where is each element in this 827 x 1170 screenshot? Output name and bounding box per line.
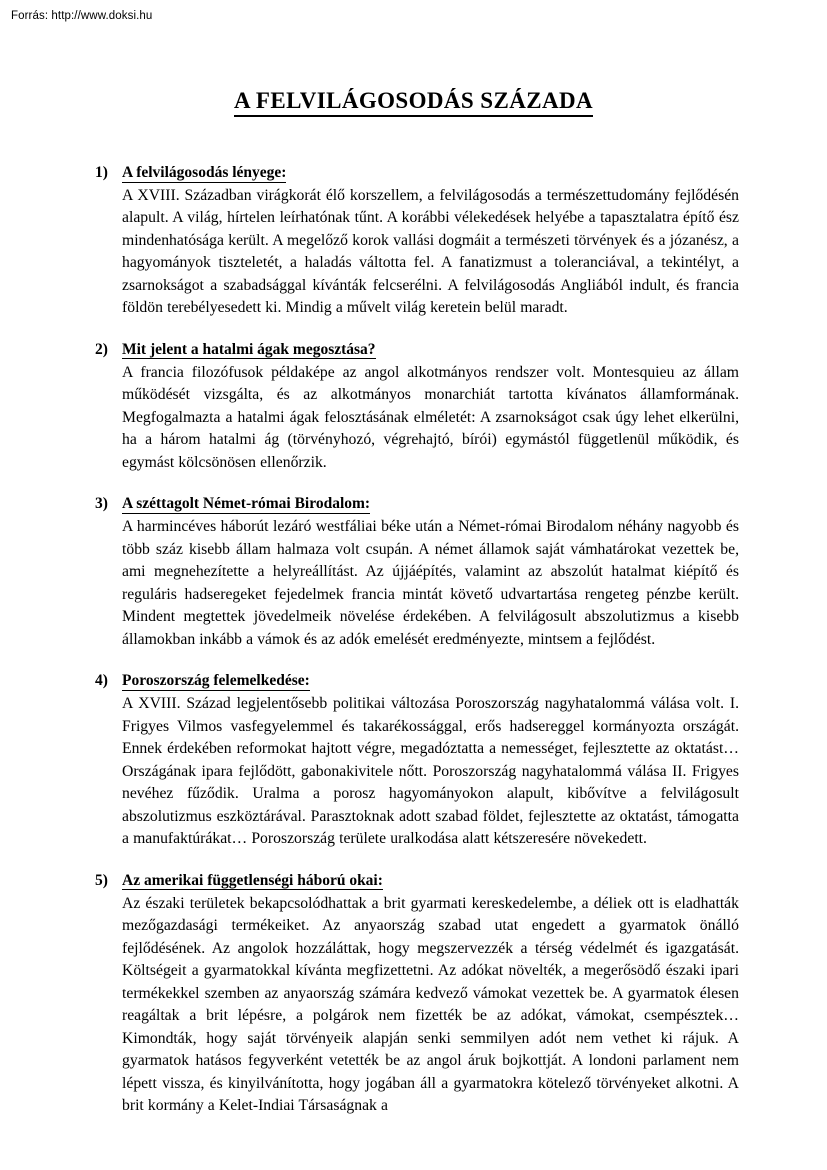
section-item [88,164,739,320]
section-heading [122,164,739,182]
section-paragraph: A harmincéves háborút lezáró westfáliai béke után a Német-római Birodalom néhány nagyobb és több száz kisebb állam halmaza volt csupán. A német államok saját vámhatárokat vezettek be, ami megnehezítette a helyreállítást. Az újjáépítés, valamint az abszolút hatalmat kiépítő és reguláris hadseregeket fejedelmek francia mintát követő udvartartása rengeteg pénzbe került. Mindent megtettek jövedelmeik növelése érdekében. A felvilágosult abszolutizmus a kisebb államokban inkább a vámok és az adók emelését eredményezte, mintsem a fejlődést. [122,518,739,648]
section-heading-row [88,495,739,515]
page-title-text: A FELVILÁGOSODÁS SZÁZADA [234,88,593,117]
section-paragraph: A XVIII. Század legjelentősebb politikai változása Poroszország nagyhatalommá válása volt. I. Frigyes Vilmos vasfegyelemmel és takarékossággal, erős hadsereggel kormányozta országát. Ennek érdekében reformokat hajtott végre, megadóztatta a nemességet, fejlesztette az oktatást… Országának ipara fejlődött, gabonakivitele nőtt. Poroszország nagyhatalommá válása II. Frigyes nevéhez fűződik. Uralma a porosz hagyományokon alapult, kibővítve a felvilágosult abszolutizmus eszköztárával. Parasztoknak adott szabad földet, fejlesztette az oktatást, támogatta a manufaktúrákat… Poroszország területe uralkodása alatt kétszeresére növekedett. [122,695,739,848]
section-heading-row [88,164,739,184]
section-item [88,872,739,1118]
section-body [122,893,739,1118]
section-number: 2) [95,340,108,358]
section-heading [122,341,739,359]
section-body [122,693,739,850]
section-heading-text: A széttagolt Német-római Birodalom: [122,495,371,513]
section-item [88,495,739,651]
section-paragraph: A XVIII. Században virágkorát élő korszellem, a felvilágosodás a természettudomány fejlődésén alapult. A világ, hírtelen leírhatónak tűnt. A korábbi vélekedések helyébe a tapasztalatra építő ész mindenhatósága került. A megelőző korok vallási dogmáit a természeti törvények és a józanész, a hagyományok tiszteletét, a haladás váltotta fel. A fanatizmust a toleranciával, a tekintélyt, a zsarnokságot a szabadsággal kívánták felcserélni. A felvilágosodás Angliából indult, és francia földön terebélyesedett ki. Mindig a művelt világ keretein belül maradt. [122,187,739,317]
section-body [122,516,739,651]
section-number: 1) [95,164,108,181]
document-body [88,88,739,1117]
section-item [88,672,739,850]
section-heading [122,872,739,890]
page-title [88,88,739,119]
section-heading-row [88,341,739,361]
section-body [122,362,739,474]
section-heading-row [88,672,739,692]
section-heading [122,672,739,690]
section-heading-text: Poroszország felemelkedése: [122,672,310,690]
section-heading [122,495,739,513]
section-number: 5) [95,871,108,889]
section-number: 3) [95,495,108,513]
section-body [122,185,739,320]
section-paragraph: Az északi területek bekapcsolódhattak a brit gyarmati kereskedelembe, a déliek ott is eladhatták mezőgazdasági termékeiket. Az anyaország szabad utat engedett a gyarmatok önálló fejlődésének. Az angolok hozzáláttak, hogy megszervezzék a térség védelmét és igazgatását. Költségeit a gyarmatokkal kívánta megfizettetni. Az adókat növelték, a megerősödő északi ipari termékekkel szemben az anyaország számára kedvező vámokat vezettek be. A gyarmatok élesen reagáltak a brit lépésre, a polgárok nem fizették be az adókat, vámokat, csempésztek… Kimondták, hogy saját törvényeik alapján senki semmilyen adót nem vethet ki rájuk. A gyarmatok hatásos fegyverként vetették be az angol áruk bojkottját. A londoni parlament nem lépett vissza, és kinyilvánította, hogy jogában áll a gyarmatokra kötelező törvényeket alkotni. A brit kormány a Kelet-Indiai Társaságnak a [122,894,739,1114]
section-heading-text: A felvilágosodás lényege: [122,164,287,181]
source-url-header: Forrás: http://www.doksi.hu [11,10,153,22]
section-item [88,341,739,474]
section-list [88,164,739,1117]
section-paragraph: A francia filozófusok példaképe az angol alkotmányos rendszer volt. Montesquieu az állam működését vizsgálta, és az alkotmányos monarchiát tartotta kívánatos államformának. Megfogalmazta a hatalmi ágak felosztásának elméletét: A zsarnokságot csak úgy lehet elkerülni, ha a három hatalmi ág (törvényhozó, végrehajtó, bírói) egymástól függetlenül működik, és egymást kölcsönösen ellenőrzik. [122,363,739,471]
section-number: 4) [95,672,108,690]
section-heading-row [88,872,739,892]
section-heading-text: Az amerikai függetlenségi háború okai: [122,871,383,889]
section-heading-text: Mit jelent a hatalmi ágak megosztása? [122,340,376,358]
